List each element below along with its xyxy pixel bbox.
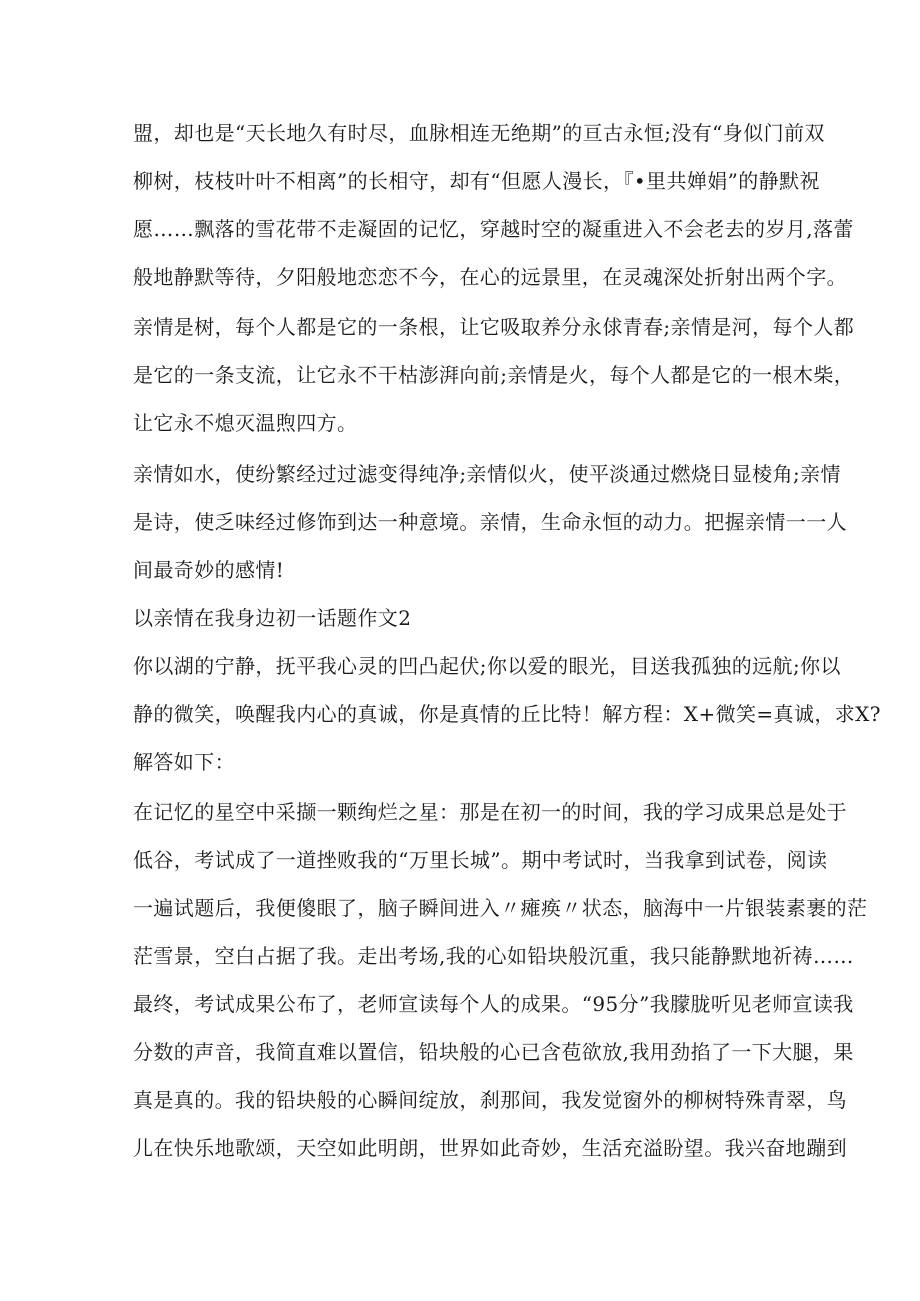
text-line: 在记忆的星空中采撷一颗绚烂之星：那是在初一的时间，我的学习成果总是处于: [133, 800, 847, 824]
text-line: 真是真的。我的铅块般的心瞬间绽放，刹那间，我发觉窗外的柳树特殊青翠，鸟: [133, 1088, 847, 1112]
text-line: 儿在快乐地歌颂，天空如此明朗，世界如此奇妙，生活充溢盼望。我兴奋地蹦到: [133, 1136, 847, 1160]
section-heading: 以亲情在我身边初一话题作文2: [133, 606, 412, 630]
text-line: 柳树，枝枝叶叶不相离”的长相守，却有“但愿人漫长，『•里共婵娟”的静默祝: [133, 169, 820, 193]
text-line: 解答如下：: [133, 750, 235, 774]
text-line: 是它的一条支流，让它永不干枯澎湃向前;亲情是火，每个人都是它的一根木柴，: [133, 363, 855, 387]
text-line: 茫雪景，空白占据了我。走出考场,我的心如铅块般沉重，我只能静默地祈祷……: [133, 944, 854, 968]
text-line: 你以湖的宁静，抚平我心灵的凹凸起伏;你以爱的眼光，目送我孤独的远航;你以: [133, 654, 841, 678]
text-line: 盟，却也是“天长地久有时尽，血脉相连无绝期”的亘古永恒;没有“身似门前双: [133, 121, 825, 145]
text-line: 亲情是树，每个人都是它的一条根，让它吸取养分永俅青春;亲情是河，每个人都: [133, 315, 855, 339]
text-line: 静的微笑，唤醒我内心的真诚，你是真情的丘比特！解方程：X+微笑=真诚，求X?: [133, 702, 881, 726]
text-line: 间最奇妙的感情!: [133, 558, 285, 582]
text-line: 般地静默等待，夕阳般地恋恋不今，在心的远景里，在灵魂深处折射出两个字。: [133, 265, 847, 289]
text-line: 亲情如水，使纷繁经过过滤变得纯净;亲情似火，使平淡通过燃烧日显棱角;亲情: [133, 462, 841, 486]
text-line: 是诗，使乏味经过修饰到达一种意境。亲情，生命永恒的动力。把握亲情一一人: [133, 510, 847, 534]
text-line: 分数的声音，我简直难以置信，铅块般的心已含苞欲放,我用劲掐了一下大腿，果: [133, 1040, 854, 1064]
text-line: 愿……飘落的雪花带不走凝固的记忆，穿越时空的凝重进入不会老去的岁月,落蕾: [133, 217, 854, 241]
text-line: 一遍试题后，我便傻眼了，脑子瞬间进入〃瘫痪〃状态，脑海中一片银装素裹的茫: [133, 896, 868, 920]
text-line: 让它永不熄灭温煦四方。: [133, 411, 358, 435]
text-line: 低谷，考试成了一道挫败我的“万里长城”。期中考试时，当我拿到试卷，阅读: [133, 848, 828, 872]
text-line: 最终，考试成果公布了，老师宣读每个人的成果。“95分”我朦胧听见老师宣读我: [133, 992, 854, 1016]
